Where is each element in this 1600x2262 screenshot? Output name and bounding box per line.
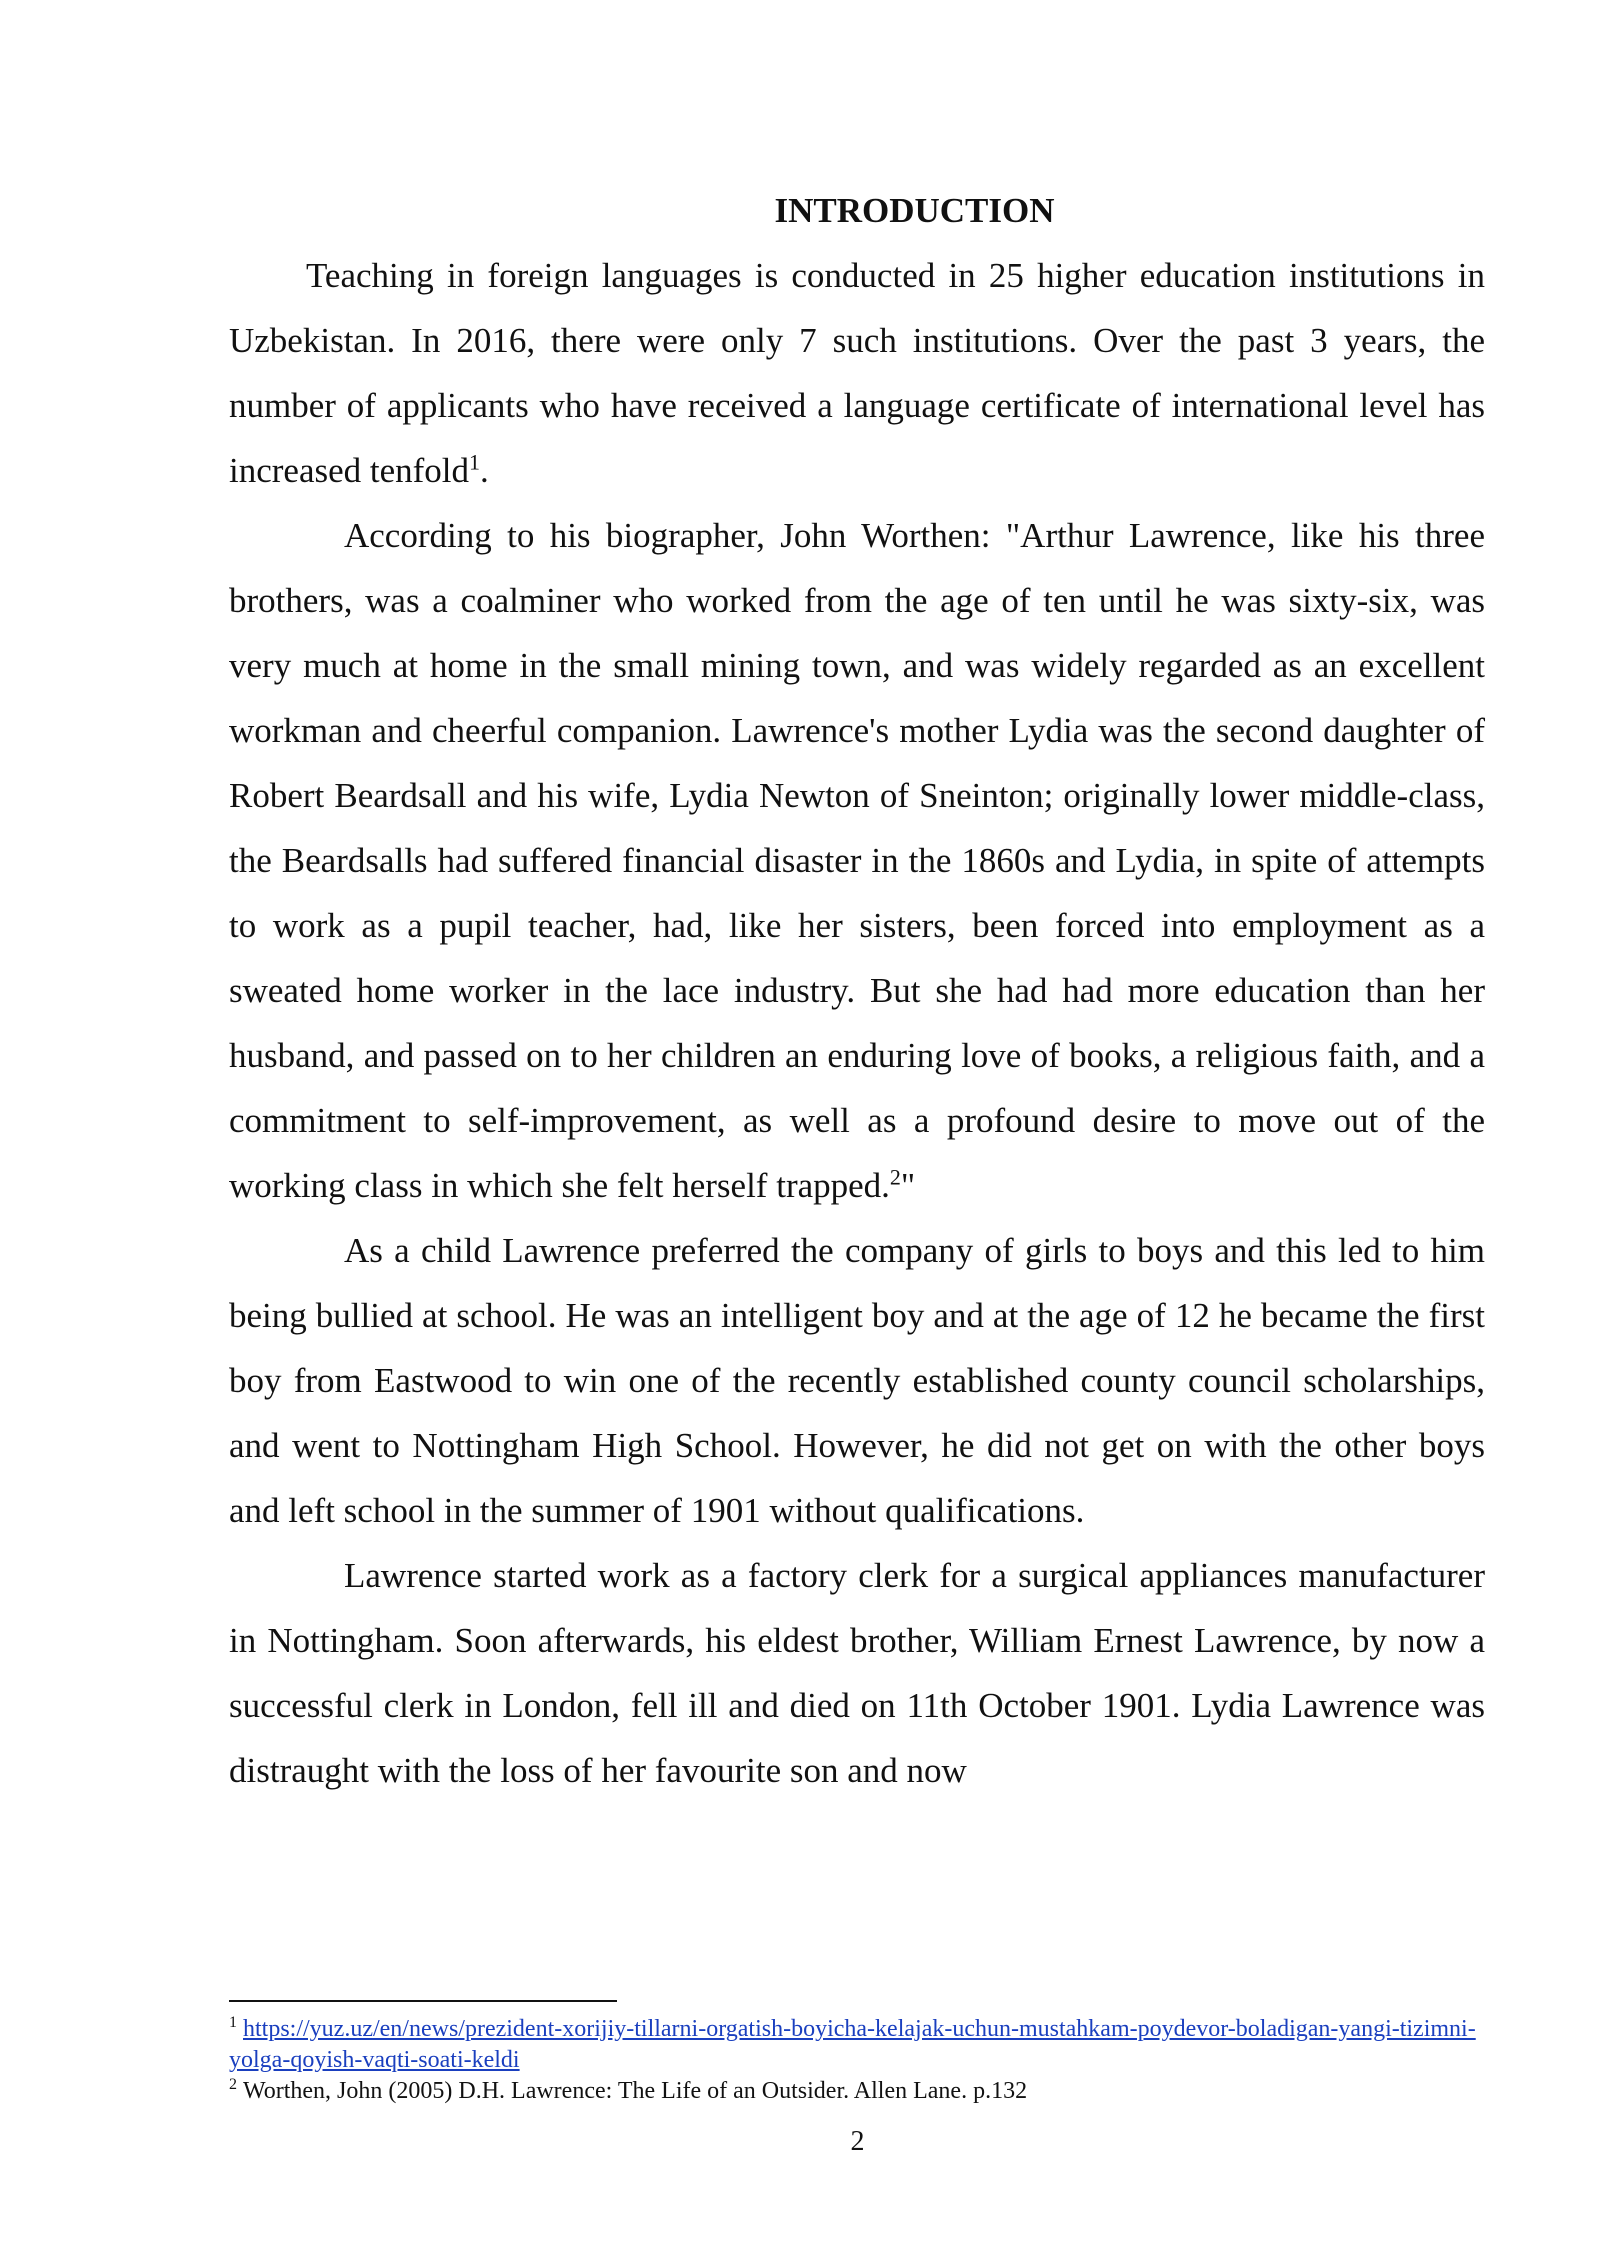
paragraph-1-text: Teaching in foreign languages is conducted in 25 higher education institutions in Uzbekistan. In 2016, there were only 7 such institutions. Over the past 3 years, the number of applicants who have received a language certificate of international level has increased tenfold xyxy=(229,256,1485,490)
paragraph-4: Lawrence started work as a factory clerk for a surgical appliances manufacturer in Nottingham. Soon afterwards, his eldest brother, William Ernest Lawrence, by now a successful clerk in London, fell ill and died on 11th October 1901. Lydia Lawrence was distraught with the loss of her favourite son and now xyxy=(229,1556,1485,1790)
paragraph-2 xyxy=(229,503,1485,1218)
body-text xyxy=(229,178,1485,1803)
footnote-ref-1[interactable]: 1 xyxy=(469,449,481,475)
footnotes xyxy=(229,2014,1485,2107)
paragraph-2-text: According to his biographer, John Worthen: "Arthur Lawrence, like his three brothers, was a coalminer who worked from the age of ten until he was sixty-six, was very much at home in the small mining town, and was widely regarded as an excellent workman and cheerful companion. Lawrence's mother Lydia was the second daughter of Robert Beardsall and his wife, Lydia Newton of Sneinton; originally lower middle-class, the Beardsalls had suffered financial disaster in the 1860s and Lydia, in spite of attempts to work as a pupil teacher, had, like her sisters, been forced into employment as a sweated home worker in the lace industry. But she had had more education than her husband, and passed on to her children an enduring love of books, a religious faith, and a commitment to self-improvement, as well as a profound desire to move out of the working class in which she felt herself trapped. xyxy=(229,516,1485,1205)
footnote-2 xyxy=(229,2076,1485,2107)
footnote-2-text: Worthen, John (2005) D.H. Lawrence: The Life of an Outsider. Allen Lane. p.132 xyxy=(243,2078,1028,2104)
footnote-2-number: 2 xyxy=(229,2076,237,2093)
page-title: INTRODUCTION xyxy=(774,191,1055,230)
footnote-separator xyxy=(229,2000,617,2002)
footnote-ref-2[interactable]: 2 xyxy=(889,1164,901,1190)
paragraph-3: As a child Lawrence preferred the company of girls to boys and this led to him being bullied at school. He was an intelligent boy and at the age of 12 he became the first boy from Eastwood to win one of the recently established county council scholarships, and went to Nottingham High School. However, he did not get on with the other boys and left school in the summer of 1901 without qualifications. xyxy=(229,1231,1485,1530)
paragraph-1-end: . xyxy=(480,451,489,490)
footnote-1 xyxy=(229,2014,1485,2076)
footnote-1-number: 1 xyxy=(229,2014,237,2031)
paragraph-2-end: " xyxy=(900,1166,916,1205)
footnote-1-link[interactable]: https://yuz.uz/en/news/prezident-xorijiy-tillarni-orgatish-boyicha-kelajak-uchun-mustahkam-poydevor-boladigan-yangi-tizimni-yolga-qoyish-vaqti-soati-keldi xyxy=(229,2016,1476,2073)
page-number: 2 xyxy=(850,2126,865,2157)
paragraph-1 xyxy=(229,243,1485,503)
